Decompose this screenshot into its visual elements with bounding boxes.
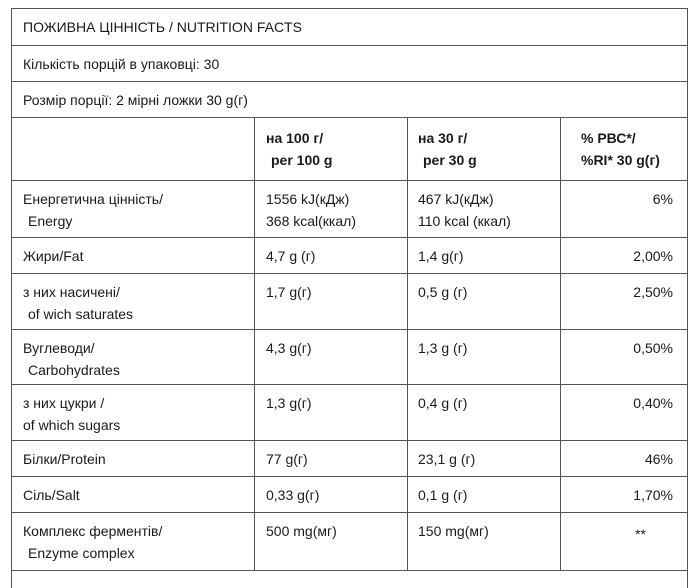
ri-cell: 0,50% <box>560 330 688 384</box>
servings-per-pack: Кількість порцій в упаковці: 30 <box>23 55 220 72</box>
nutrient-name-en: of wich saturates <box>28 306 134 322</box>
ri-cell: 6% <box>560 181 688 237</box>
nutrient-cell <box>12 441 254 476</box>
nutrient-name: Комплекс ферментів/ <box>23 523 163 539</box>
table-row <box>12 330 687 385</box>
per-30-value: 0,5 g (г) <box>407 274 560 329</box>
nutrient-cell <box>12 274 254 329</box>
per-100-value: 4,7 g (г) <box>254 238 407 273</box>
header-per-30-line1: на 30 г/ <box>418 130 468 146</box>
nutrient-name-en: of which sugars <box>23 417 121 433</box>
header-per-100-line1: на 100 г/ <box>266 130 324 146</box>
table-title-row <box>12 9 687 46</box>
header-per-30-line2: per 30 g <box>423 152 477 168</box>
ri-cell: 46% <box>560 441 688 476</box>
per-30-value-2: 110 kcal (ккал) <box>418 213 511 229</box>
nutrient-cell <box>12 477 254 512</box>
serving-size: Розмір порції: 2 мірні ложки 30 g(г) <box>23 91 248 108</box>
table-row <box>12 513 687 571</box>
nutrient-name: Вуглеводи/ <box>23 340 95 356</box>
per-30-value: 1,4 g(г) <box>407 238 560 273</box>
nutrient-cell <box>12 385 254 440</box>
ri-cell: ** <box>560 513 688 570</box>
per-100-value-2: 368 kcal(ккал) <box>266 213 356 229</box>
ri-cell: 2,50% <box>560 274 688 329</box>
table-row <box>12 274 687 330</box>
nutrient-name: з них насичені/ <box>23 284 120 300</box>
nutrition-table <box>11 8 688 588</box>
per-30-value: 467 kJ(кДж) <box>418 191 494 207</box>
header-per-100-line2: per 100 g <box>271 152 333 168</box>
header-ri <box>560 118 688 180</box>
nutrient-name: Енергетична цінність/ <box>23 191 163 207</box>
per-100-cell <box>254 181 407 237</box>
servings-row <box>12 46 687 82</box>
header-per-100 <box>254 118 407 180</box>
serving-size-row <box>12 82 687 118</box>
nutrient-cell <box>12 238 254 273</box>
nutrient-name-en: Enzyme complex <box>28 545 135 561</box>
table-row <box>12 477 687 513</box>
per-100-value: 1556 kJ(кДж) <box>266 191 350 207</box>
nutrient-name-en: Carbohydrates <box>28 362 120 378</box>
table-title: ПОЖИВНА ЦІННІСТЬ / NUTRITION FACTS <box>23 19 302 35</box>
table-row <box>12 238 687 274</box>
header-per-30 <box>407 118 560 180</box>
table-row <box>12 181 687 238</box>
per-100-value: 1,3 g(г) <box>254 385 407 440</box>
per-100-value: 77 g(г) <box>254 441 407 476</box>
per-30-value: 1,3 g (г) <box>407 330 560 384</box>
nutrient-name-en: Energy <box>28 213 73 229</box>
per-30-value: 0,1 g (г) <box>407 477 560 512</box>
per-30-cell <box>407 181 560 237</box>
per-100-value: 1,7 g(г) <box>254 274 407 329</box>
nutrient-name: Жири/Fat <box>23 248 84 264</box>
header-row <box>12 118 687 181</box>
per-100-value: 500 mg(мг) <box>254 513 407 570</box>
per-30-value: 150 mg(мг) <box>407 513 560 570</box>
ri-cell: 1,70% <box>560 477 688 512</box>
nutrient-name: Сіль/Salt <box>23 487 80 503</box>
per-30-value: 23,1 g (г) <box>407 441 560 476</box>
header-ri-line1: % РВС*/ <box>581 130 636 146</box>
nutrient-cell <box>12 513 254 570</box>
nutrient-name: Білки/Protein <box>23 451 106 467</box>
ri-cell: 2,00% <box>560 238 688 273</box>
header-nutrient <box>12 118 254 180</box>
nutrient-cell <box>12 181 254 237</box>
header-ri-line2: %RI* 30 g(г) <box>581 152 660 168</box>
nutrient-cell <box>12 330 254 384</box>
per-30-value: 0,4 g (г) <box>407 385 560 440</box>
nutrient-name: з них цукри / <box>23 395 105 411</box>
per-100-value: 4,3 g(г) <box>254 330 407 384</box>
per-100-value: 0,33 g(г) <box>254 477 407 512</box>
ri-cell: 0,40% <box>560 385 688 440</box>
table-row <box>12 441 687 477</box>
table-row <box>12 385 687 441</box>
